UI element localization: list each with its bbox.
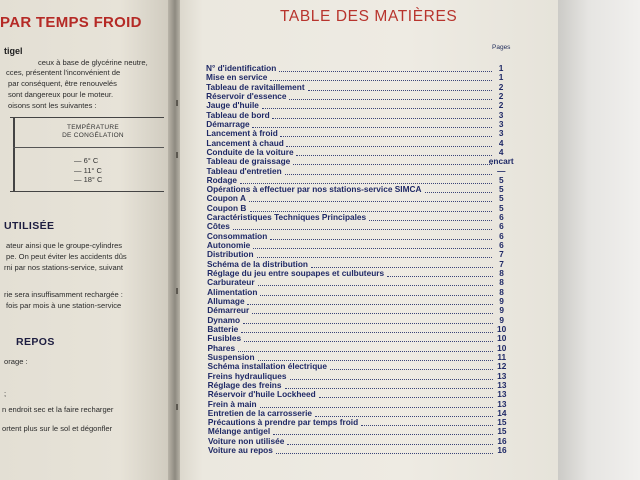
toc-entry-label: Lancement à froid <box>206 128 278 139</box>
toc-entry-label: Démarrage <box>206 118 250 129</box>
toc-entry-label: Suspension <box>207 351 255 362</box>
toc-entry-label: Réglage du jeu entre soupapes et culbuteurs <box>207 268 385 279</box>
toc-entry-page: 7 <box>499 249 504 260</box>
toc-entry-label: Caractéristiques Techniques Principales <box>206 212 367 223</box>
toc-leader-dots <box>270 78 492 81</box>
toc-entry-label: Coupon A <box>206 193 246 204</box>
toc-leader-dots <box>252 125 492 128</box>
left-text-line: rni par nos stations-service, suivant <box>4 263 124 272</box>
toc-leader-dots <box>272 116 492 119</box>
toc-leader-dots <box>290 377 493 380</box>
toc-entry-label: Mélange antigel <box>207 426 271 437</box>
toc-entry-label: Consommation <box>206 230 268 241</box>
toc-entry-page: 8 <box>499 286 504 297</box>
toc-leader-dots <box>276 451 493 454</box>
toc-entry-label: Schéma installation électrique <box>207 361 327 372</box>
left-text-line: ; <box>4 389 7 398</box>
left-text-line: pe. On peut éviter les accidents dûs <box>6 252 127 261</box>
toc-entry-page: 8 <box>499 268 504 279</box>
toc-entry <box>180 129 558 138</box>
toc-entry-label: Autonomie <box>206 240 251 251</box>
toc-leader-dots <box>249 199 492 202</box>
toc-entry-page: 3 <box>498 128 504 139</box>
left-text-line: fois par mois à une station-service <box>6 301 122 310</box>
toc-leader-dots <box>286 144 492 147</box>
toc-entry-page: encart <box>488 156 514 167</box>
toc-entry-label: Conduite de la voiture <box>206 146 294 157</box>
toc-entry-page: 13 <box>497 398 507 409</box>
toc-entry-label: Alimentation <box>207 286 258 297</box>
left-text-line: ateur ainsi que le groupe-cylindres <box>6 241 123 250</box>
table-divider <box>13 118 15 191</box>
toc-entry-page: 3 <box>498 118 504 129</box>
toc-entry-page: 15 <box>497 426 507 437</box>
toc-entry-page: 1 <box>498 63 504 73</box>
toc-leader-dots <box>244 339 493 342</box>
toc-entry-label: Jauge d'huile <box>206 100 259 111</box>
toc-entry-page: 14 <box>497 407 507 418</box>
toc-entry-page: — <box>497 165 506 176</box>
toc-entry <box>180 73 558 82</box>
temperature-value: — 11° C <box>74 166 102 175</box>
toc-entry-page: 4 <box>498 137 504 148</box>
toc-entry <box>180 101 558 110</box>
toc-entry-label: Réservoir d'essence <box>206 90 287 101</box>
toc-leader-dots <box>273 432 493 435</box>
toc-entry-label: Opérations à effectuer par nos stations-service SIMCA <box>206 184 422 195</box>
toc-entry-label: Rodage <box>206 174 238 185</box>
toc-entry-label: Mise en service <box>206 72 268 83</box>
toc-leader-dots <box>279 69 492 72</box>
toc-entry-page: 10 <box>497 323 507 334</box>
toc-leader-dots <box>270 237 492 240</box>
temperature-value: — 6° C <box>74 156 99 165</box>
toc-entry-page: 6 <box>499 221 504 232</box>
toc-entry-page: 5 <box>499 193 504 204</box>
toc-entry-page: 13 <box>497 370 507 381</box>
toc-entry-page: 11 <box>497 351 507 362</box>
toc-leader-dots <box>285 172 492 175</box>
toc-leader-dots <box>319 395 493 398</box>
toc-entry-page: 12 <box>497 361 507 372</box>
temperature-column-header <box>28 124 158 140</box>
toc-entry-label: Distribution <box>206 249 254 260</box>
toc-entry-page: 9 <box>499 296 504 306</box>
freezing-temperature-table <box>10 117 164 192</box>
toc-entry-page: 7 <box>499 258 504 269</box>
binding-stitch <box>176 152 178 158</box>
section-repos-heading: REPOS <box>16 336 55 348</box>
left-page-title: PAR TEMPS FROID <box>0 14 142 31</box>
toc-entry <box>180 278 558 287</box>
toc-entry-label: Réservoir d'huile Lockheed <box>207 389 316 400</box>
header-line: TEMPÉRATURE <box>67 124 119 131</box>
toc-entry-page: 5 <box>498 174 504 185</box>
binding-stitch <box>176 100 178 106</box>
toc-entry-page: 5 <box>499 202 504 213</box>
toc-leader-dots <box>258 283 493 286</box>
toc-entry-label: Voiture au repos <box>208 445 273 456</box>
pages-column-label: Pages <box>492 44 511 51</box>
toc-entry-label: Phares <box>207 342 236 353</box>
toc-leader-dots <box>287 442 493 445</box>
left-text-line: ceux à base de glycérine neutre, <box>38 58 148 67</box>
toc-leader-dots <box>387 274 493 277</box>
toc-entry <box>180 390 558 399</box>
temperature-value: — 18° C <box>74 175 103 184</box>
toc-entry-label: Carburateur <box>207 277 255 288</box>
left-text-line: sont dangereux pour le moteur. <box>8 90 114 99</box>
toc-entry-page: 4 <box>498 146 504 157</box>
toc-entry-page: 2 <box>498 100 504 111</box>
binding-stitch <box>176 288 178 294</box>
section-utilisee-heading: UTILISÉE <box>4 220 55 232</box>
toc-entry <box>180 334 558 343</box>
toc-leader-dots <box>289 97 492 100</box>
toc-entry-page: 6 <box>499 230 504 241</box>
toc-entry-label: Coupon B <box>206 202 247 213</box>
toc-entry-page: 1 <box>498 72 504 83</box>
toc-entry-label: Schéma de la distribution <box>207 258 308 269</box>
toc-entry-label: Fusibles <box>207 333 242 344</box>
left-text-line: n endroit sec et la faire recharger <box>2 405 114 414</box>
toc-entry-label: Démarreur <box>207 305 250 316</box>
binding-stitch <box>176 404 178 410</box>
toc-leader-dots <box>252 311 493 314</box>
toc-entry-label: Batterie <box>207 323 239 334</box>
toc-leader-dots <box>285 386 493 389</box>
toc-entry-label: N° d'identification <box>206 63 277 73</box>
toc-leader-dots <box>361 423 493 426</box>
toc-entry-page: 5 <box>499 184 504 195</box>
toc-leader-dots <box>233 227 492 230</box>
toc-entry <box>180 306 558 315</box>
section-antigel-heading: tigel <box>4 46 23 56</box>
header-line: DE CONGÉLATION <box>62 132 124 139</box>
toc-entry-page: 6 <box>499 240 504 251</box>
toc-entry-page: 13 <box>497 389 507 400</box>
toc-entry-label: Frein à main <box>207 398 257 409</box>
left-page <box>0 0 172 480</box>
toc-entry-label: Entretien de la carrosserie <box>207 407 313 418</box>
left-text-line: ortent plus sur le sol et dégonfler <box>2 424 113 433</box>
left-text-line: orage : <box>4 357 28 366</box>
toc-leader-dots <box>425 190 492 193</box>
toc-entry-page: 8 <box>499 277 504 288</box>
toc-entry-label: Précautions à prendre par temps froid <box>207 417 359 428</box>
background-surface <box>555 0 640 480</box>
toc-entry-page: 9 <box>499 314 504 325</box>
toc-entry-page: 10 <box>497 342 507 353</box>
toc-leader-dots <box>257 255 492 258</box>
toc-leader-dots <box>369 218 492 221</box>
toc-leader-dots <box>262 106 492 109</box>
toc-entry-page: 16 <box>497 445 507 456</box>
toc-entry <box>180 446 558 455</box>
toc-entry-page: 2 <box>498 81 504 92</box>
toc-entry <box>180 362 558 371</box>
toc-entry-label: Allumage <box>207 296 245 306</box>
toc-leader-dots <box>247 302 493 305</box>
toc-title: TABLE DES MATIÈRES <box>280 8 458 25</box>
toc-leader-dots <box>280 134 492 137</box>
toc-leader-dots <box>308 88 492 91</box>
left-text-line: rie sera insuffisamment rechargée : <box>4 290 123 299</box>
toc-leader-dots <box>260 293 493 296</box>
toc-entry-page: 6 <box>499 212 504 223</box>
toc-entry-page: 2 <box>498 90 504 101</box>
toc-entry-page: 10 <box>497 333 507 344</box>
toc-entry <box>180 157 558 166</box>
toc-entry-label: Lancement à chaud <box>206 137 284 148</box>
toc-entry-label: Tableau d'entretien <box>206 165 282 176</box>
right-page <box>180 0 558 480</box>
toc-entry-label: Tableau de bord <box>206 109 270 120</box>
toc-entry-page: 3 <box>498 109 504 120</box>
toc-entry-label: Freins hydrauliques <box>207 370 287 381</box>
toc-leader-dots <box>330 367 493 370</box>
toc-entry-page: 16 <box>497 435 507 446</box>
toc-leader-dots <box>243 321 493 324</box>
toc-leader-dots <box>238 349 493 352</box>
table-divider <box>13 147 164 148</box>
left-text-line: cces, présentent l'inconvénient de <box>6 68 121 77</box>
left-text-line: par conséquent, être renouvelés <box>8 79 117 88</box>
toc-entry-label: Réglage des freins <box>207 379 282 390</box>
toc-leader-dots <box>253 246 492 249</box>
toc-leader-dots <box>241 330 493 333</box>
toc-entry-page: 13 <box>497 379 507 390</box>
toc-entry-label: Tableau de graissage <box>206 156 291 167</box>
toc-entry-label: Côtes <box>206 221 230 232</box>
toc-entry-label: Voiture non utilisée <box>207 435 285 446</box>
left-text-line: oisons sont les suivantes : <box>8 101 97 110</box>
toc-entry-label: Dynamo <box>207 314 241 325</box>
toc-entry-label: Tableau de ravitaillement <box>206 81 305 92</box>
toc-entry-page: 9 <box>499 305 504 316</box>
toc-leader-dots <box>293 162 492 165</box>
toc-entry-page: 15 <box>497 417 507 428</box>
toc-leader-dots <box>296 153 492 156</box>
